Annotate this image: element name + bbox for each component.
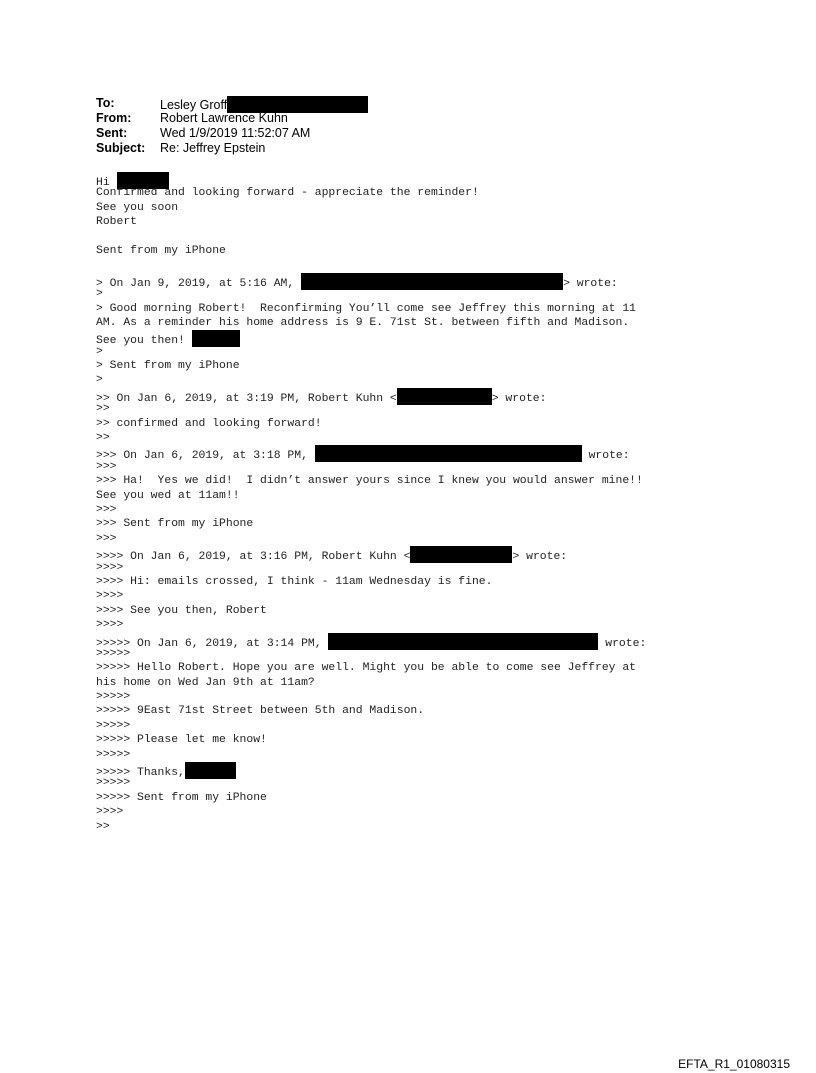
redaction-box [192, 330, 240, 347]
quote-line: >>>>> [96, 748, 131, 761]
redaction-box [301, 273, 563, 290]
quote-header-text: >>>> On Jan 6, 2019, at 3:16 PM, Robert Kuhn < [96, 551, 411, 564]
quote-line: >>>>> Sent from my iPhone [96, 791, 267, 804]
signature-line: Sent from my iPhone [96, 244, 226, 257]
quote-line: >> confirmed and looking forward! [96, 417, 322, 430]
quote-line: >> [96, 432, 110, 445]
quote-header-line [96, 388, 736, 405]
blank-line [96, 258, 736, 272]
quote-header-line [96, 546, 736, 564]
quote-header-wrote: > wrote: [512, 551, 568, 564]
quote-header-line [96, 633, 736, 650]
blank-line [96, 230, 736, 244]
from-label: From: [96, 111, 132, 125]
redaction-box [410, 546, 512, 563]
quote-text: See you then! [96, 335, 185, 348]
quote-header-text: >>> On Jan 6, 2019, at 3:18 PM, [96, 450, 308, 463]
sent-label: Sent: [96, 126, 128, 140]
redaction-box [185, 762, 236, 779]
quote-header-line [96, 273, 736, 290]
quote-line: >>>> [96, 561, 124, 574]
quote-line: > [96, 345, 103, 358]
body-line: Robert [96, 216, 138, 229]
sent-value: Wed 1/9/2019 11:52:07 AM [160, 126, 311, 140]
quote-line [96, 762, 736, 780]
quote-line: AM. As a reminder his home address is 9 E. 71st St. between fifth and Madison. [96, 316, 630, 329]
from-value: Robert Lawrence Kuhn [160, 111, 288, 125]
quote-line: >>>>> [96, 777, 131, 790]
body-line: See you soon [96, 201, 179, 214]
quote-text: >>>>> Thanks, [96, 767, 185, 780]
quote-line: >>> [96, 460, 117, 473]
greeting-line [96, 172, 736, 189]
to-value: Lesley Groff [160, 98, 228, 112]
quote-line: >>>> Hi: emails crossed, I think - 11am Wednesday is fine. [96, 575, 493, 588]
quote-line: >> [96, 403, 110, 416]
quote-line: >>>>> 9East 71st Street between 5th and Madison. [96, 705, 425, 718]
quote-line: > [96, 288, 103, 301]
quote-line: See you wed at 11am!! [96, 489, 240, 502]
email-body [96, 172, 736, 834]
quote-header-wrote: wrote: [588, 450, 630, 463]
quote-line: > [96, 374, 103, 387]
quote-line [96, 330, 736, 348]
redaction-box [328, 633, 598, 650]
quote-line: > Sent from my iPhone [96, 360, 240, 373]
quote-line: >>> [96, 503, 117, 516]
quote-header-line [96, 445, 736, 463]
subject-label: Subject: [96, 141, 146, 155]
quote-line: >>>>> [96, 647, 131, 660]
quote-header-text: >> On Jan 6, 2019, at 3:19 PM, Robert Kuhn < [96, 392, 397, 405]
redaction-box [397, 388, 492, 405]
quote-line: >>>> [96, 806, 124, 819]
quote-header-wrote: > wrote: [563, 277, 618, 290]
quote-line: >>> [96, 532, 117, 545]
quote-line: >>> Ha! Yes we did! I didn’t answer yours since I knew you would answer mine!! [96, 475, 643, 488]
quote-line: >> [96, 820, 110, 833]
body-line: Confirmed and looking forward - appreciate the reminder! [96, 187, 479, 200]
quote-header-text: >>>>> On Jan 6, 2019, at 3:14 PM, [96, 637, 322, 650]
quote-header-wrote: > wrote: [491, 392, 547, 405]
quote-line: >>>>> [96, 691, 131, 704]
greeting-text: Hi [96, 177, 110, 189]
quote-line: his home on Wed Jan 9th at 11am? [96, 676, 315, 689]
quote-line: >>>>> Hello Robert. Hope you are well. Might you be able to come see Jeffrey at [96, 662, 637, 675]
quote-line: >>>> [96, 590, 124, 603]
quote-line: >>>> See you then, Robert [96, 604, 267, 617]
subject-value: Re: Jeffrey Epstein [160, 141, 266, 155]
quote-line: >>>>> Please let me know! [96, 734, 267, 747]
to-label: To: [96, 96, 115, 110]
quote-line: > Good morning Robert! Reconfirming You’ll come see Jeffrey this morning at 11 [96, 302, 637, 315]
redaction-box [315, 445, 582, 462]
quote-line: >>>>> [96, 719, 131, 732]
document-id: EFTA_R1_01080315 [678, 1057, 790, 1071]
quote-line: >>>> [96, 619, 124, 632]
quote-header-text: > On Jan 9, 2019, at 5:16 AM, [96, 277, 295, 290]
quote-line: >>> Sent from my iPhone [96, 518, 254, 531]
quote-header-wrote: wrote: [605, 637, 647, 650]
